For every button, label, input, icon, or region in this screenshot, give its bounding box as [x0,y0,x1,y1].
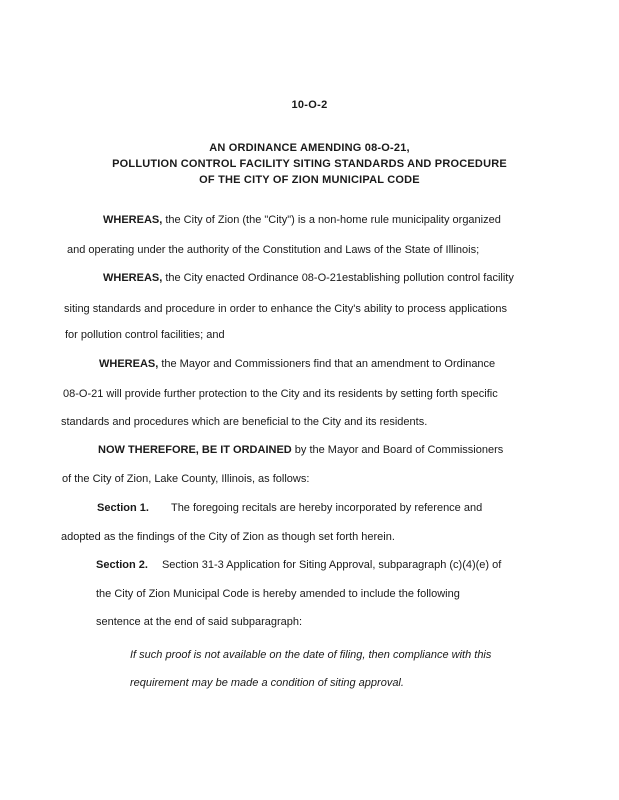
whereas-2-line-2: siting standards and procedure in order to enhance the City's ability to process applications [64,303,507,315]
whereas-1-keyword: WHEREAS, [103,214,163,226]
quote-line-2: requirement may be made a condition of siting approval. [130,677,404,689]
title-line-3: OF THE CITY OF ZION MUNICIPAL CODE [199,174,420,186]
title-line-1: AN ORDINANCE AMENDING 08-O-21, [209,142,410,154]
now-therefore-keyword: NOW THEREFORE, BE IT ORDAINED [98,444,292,456]
title-line-2: POLLUTION CONTROL FACILITY SITING STANDARDS AND PROCEDURE [112,158,507,170]
whereas-3-line-3: standards and procedures which are beneficial to the City and its residents. [61,416,428,428]
whereas-1-text: the City of Zion (the "City") is a non-home rule municipality organized [162,214,501,226]
document-number: 10-O-2 [291,99,328,111]
section-1-label: Section 1. [97,502,149,514]
section-2-line-3: sentence at the end of said subparagraph: [96,616,303,628]
quote-line-1: If such proof is not available on the date of filing, then compliance with this [130,649,492,661]
now-therefore-line-2: of the City of Zion, Lake County, Illinois, as follows: [62,473,310,485]
whereas-1-line-2: and operating under the authority of the Constitution and Laws of the State of Illinois; [67,244,480,256]
whereas-3-line-2: 08-O-21 will provide further protection to the City and its residents by setting forth specific [63,388,498,400]
section-2-text: Section 31-3 Application for Siting Approval, subparagraph (c)(4)(e) of [161,559,502,571]
now-therefore-text: by the Mayor and Board of Commissioners [291,444,504,456]
section-2-line-1 [96,558,501,572]
section-1-text: The foregoing recitals are hereby incorporated by reference and [170,502,483,514]
now-therefore-line-1 [98,443,503,457]
section-2-line-2: the City of Zion Municipal Code is hereby amended to include the following [96,588,460,600]
section-2-label: Section 2. [96,559,148,571]
whereas-2-line-3: for pollution control facilities; and [65,329,225,341]
whereas-2-text: the City enacted Ordinance 08-O-21establishing pollution control facility [162,272,514,284]
whereas-3-keyword: WHEREAS, [99,358,159,370]
section-1-line-2: adopted as the findings of the City of Zion as though set forth herein. [61,531,395,543]
whereas-2-line-1 [103,271,514,285]
whereas-3-text: the Mayor and Commissioners find that an amendment to Ordinance [158,358,496,370]
section-1-line-1 [97,501,482,515]
ordinance-title [0,140,619,188]
whereas-2-keyword: WHEREAS, [103,272,163,284]
whereas-3-line-1 [99,357,495,371]
whereas-1-line-1 [103,213,501,227]
